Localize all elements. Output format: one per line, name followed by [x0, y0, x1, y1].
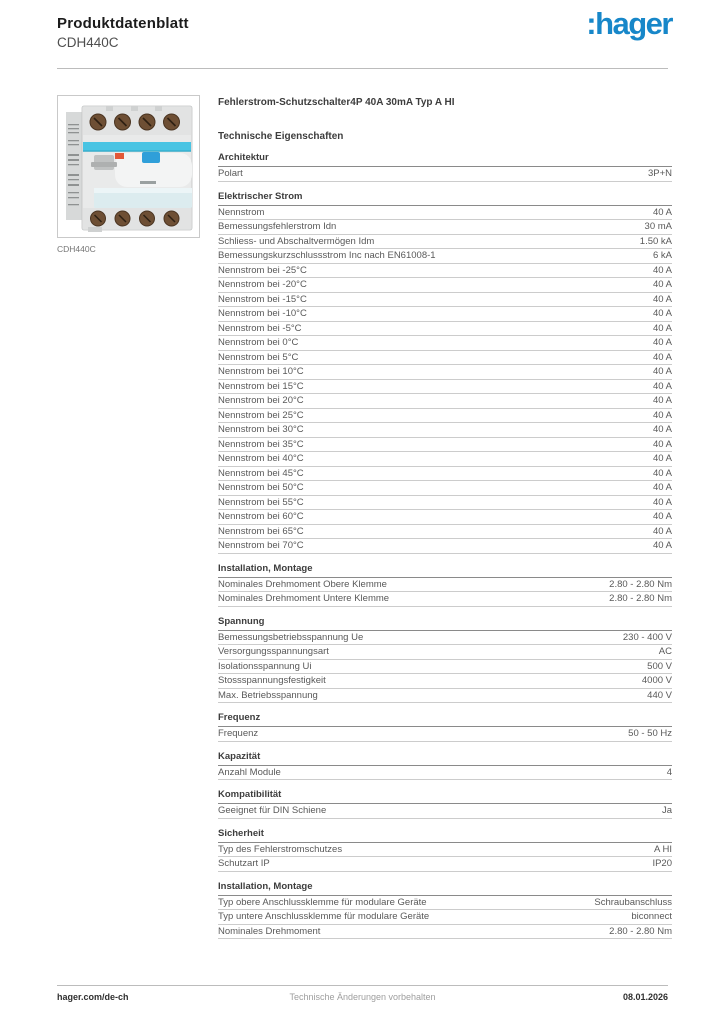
spec-value: biconnect [631, 911, 672, 923]
spec-value: AC [658, 646, 672, 658]
spec-row [218, 727, 672, 742]
spec-row [218, 857, 672, 872]
spec-section-title: Architektur [218, 152, 672, 167]
spec-value: Schraubanschluss [594, 896, 672, 908]
spec-value: IP20 [652, 858, 672, 870]
spec-value: 40 A [652, 351, 672, 363]
spec-content [218, 97, 672, 939]
spec-label: Frequenz [218, 728, 259, 740]
spec-label: Nominales Drehmoment Untere Klemme [218, 593, 390, 605]
spec-row [218, 510, 672, 525]
spec-row [218, 423, 672, 438]
spec-row [218, 578, 672, 593]
spec-label: Nennstrom bei 70°C [218, 540, 304, 552]
spec-value: 40 A [652, 264, 672, 276]
header-divider [57, 68, 668, 69]
spec-value: 40 A [652, 395, 672, 407]
spec-label: Bemessungskurzschlussstrom Inc nach EN61008-1 [218, 250, 436, 262]
spec-label: Nennstrom bei 25°C [218, 409, 304, 421]
spec-section-title: Spannung [218, 616, 672, 631]
spec-value: 40 A [652, 467, 672, 479]
spec-row [218, 896, 672, 911]
spec-sections [218, 152, 672, 939]
spec-section-title: Installation, Montage [218, 881, 672, 896]
spec-row [218, 336, 672, 351]
spec-value: 40 A [652, 525, 672, 537]
spec-section [218, 789, 672, 819]
spec-row [218, 380, 672, 395]
spec-value: Ja [661, 805, 672, 817]
spec-value: 40 A [652, 380, 672, 392]
spec-section [218, 563, 672, 607]
spec-row [218, 206, 672, 221]
spec-value: 40 A [652, 293, 672, 305]
spec-label: Schutzart IP [218, 858, 270, 870]
spec-label: Typ des Fehlerstromschutzes [218, 843, 343, 855]
product-image-caption: CDH440C [57, 244, 96, 254]
spec-row [218, 278, 672, 293]
spec-row [218, 525, 672, 540]
spec-row [218, 674, 672, 689]
spec-section [218, 152, 672, 182]
spec-section-title: Elektrischer Strom [218, 191, 672, 206]
footer-website: hager.com/de-ch [57, 992, 129, 1002]
spec-label: Bemessungsfehlerstrom Idn [218, 221, 337, 233]
spec-value: 2.80 - 2.80 Nm [609, 593, 672, 605]
spec-value: 50 - 50 Hz [628, 728, 672, 740]
spec-row [218, 394, 672, 409]
spec-value: 40 A [652, 279, 672, 291]
spec-row [218, 235, 672, 250]
spec-section [218, 751, 672, 781]
spec-row [218, 631, 672, 646]
footer-notice: Technische Änderungen vorbehalten [289, 992, 436, 1002]
spec-label: Nennstrom bei 45°C [218, 467, 304, 479]
spec-value: 40 A [652, 308, 672, 320]
spec-label: Nennstrom bei -25°C [218, 264, 307, 276]
spec-row [218, 496, 672, 511]
product-image [57, 95, 200, 238]
spec-value: 4000 V [641, 675, 672, 687]
spec-label: Schliess- und Abschaltvermögen Idm [218, 235, 375, 247]
spec-section-title: Sicherheit [218, 828, 672, 843]
spec-section-title: Kompatibilität [218, 789, 672, 804]
spec-value: 440 V [647, 689, 672, 701]
spec-value: 40 A [652, 496, 672, 508]
page-title: Produktdatenblatt [57, 15, 189, 32]
spec-value: 3P+N [647, 168, 672, 180]
spec-label: Bemessungsbetriebsspannung Ue [218, 631, 364, 643]
spec-row [218, 249, 672, 264]
spec-row [218, 452, 672, 467]
spec-label: Nennstrom bei -15°C [218, 293, 307, 305]
spec-label: Nennstrom bei 20°C [218, 395, 304, 407]
spec-row [218, 766, 672, 781]
spec-section [218, 881, 672, 940]
spec-label: Nennstrom bei 5°C [218, 351, 299, 363]
spec-label: Nennstrom bei -20°C [218, 279, 307, 291]
spec-label: Nennstrom bei -5°C [218, 322, 302, 334]
spec-value: 4 [666, 766, 672, 778]
spec-value: 2.80 - 2.80 Nm [609, 925, 672, 937]
spec-row [218, 438, 672, 453]
spec-label: Stossspannungsfestigkeit [218, 675, 326, 687]
spec-row [218, 804, 672, 819]
spec-row [218, 307, 672, 322]
spec-section [218, 712, 672, 742]
spec-value: 40 A [652, 206, 672, 218]
spec-value: 40 A [652, 337, 672, 349]
spec-label: Nennstrom bei 65°C [218, 525, 304, 537]
spec-label: Max. Betriebsspannung [218, 689, 318, 701]
spec-label: Nennstrom bei 30°C [218, 424, 304, 436]
spec-value: 40 A [652, 366, 672, 378]
spec-value: 40 A [652, 482, 672, 494]
rcd-device-illustration [58, 96, 199, 237]
spec-label: Isolationsspannung Ui [218, 660, 312, 672]
spec-label: Typ untere Anschlussklemme für modulare Geräte [218, 911, 430, 923]
spec-value: 1.50 kA [639, 235, 672, 247]
spec-value: 40 A [652, 540, 672, 552]
spec-label: Versorgungsspannungsart [218, 646, 329, 658]
spec-row [218, 481, 672, 496]
spec-value: A HI [654, 843, 672, 855]
spec-value: 40 A [652, 409, 672, 421]
spec-row [218, 409, 672, 424]
spec-section-title: Kapazität [218, 751, 672, 766]
spec-row [218, 365, 672, 380]
spec-label: Typ obere Anschlussklemme für modulare Geräte [218, 896, 427, 908]
spec-label: Polart [218, 168, 243, 180]
spec-row [218, 264, 672, 279]
footer [57, 992, 668, 1006]
spec-row [218, 539, 672, 554]
spec-label: Nennstrom bei 15°C [218, 380, 304, 392]
spec-label: Nennstrom bei 55°C [218, 496, 304, 508]
specs-heading: Technische Eigenschaften [218, 131, 344, 142]
spec-label: Geeignet für DIN Schiene [218, 805, 327, 817]
footer-divider [57, 985, 668, 986]
spec-value: 500 V [647, 660, 672, 672]
spec-label: Nennstrom bei 40°C [218, 453, 304, 465]
spec-label: Nominales Drehmoment Obere Klemme [218, 578, 387, 590]
footer-date: 08.01.2026 [622, 992, 668, 1002]
product-description: Fehlerstrom-Schutzschalter4P 40A 30mA Typ A HI [218, 97, 455, 108]
spec-row [218, 689, 672, 704]
spec-row [218, 645, 672, 660]
spec-row [218, 351, 672, 366]
spec-value: 40 A [652, 511, 672, 523]
spec-label: Nennstrom bei 35°C [218, 438, 304, 450]
spec-row [218, 660, 672, 675]
spec-row [218, 322, 672, 337]
spec-section-title: Installation, Montage [218, 563, 672, 578]
spec-label: Nennstrom [218, 206, 265, 218]
spec-section [218, 828, 672, 872]
spec-label: Nennstrom bei 60°C [218, 511, 304, 523]
spec-label: Nennstrom bei -10°C [218, 308, 307, 320]
spec-label: Nennstrom bei 0°C [218, 337, 299, 349]
spec-row [218, 293, 672, 308]
spec-value: 40 A [652, 424, 672, 436]
spec-row [218, 167, 672, 182]
spec-value: 230 - 400 V [622, 631, 672, 643]
spec-value: 40 A [652, 322, 672, 334]
hager-logo: :hager [586, 6, 672, 41]
spec-value: 6 kA [652, 250, 672, 262]
spec-row [218, 220, 672, 235]
spec-value: 40 A [652, 453, 672, 465]
spec-row [218, 925, 672, 940]
spec-label: Nominales Drehmoment [218, 925, 321, 937]
spec-value: 2.80 - 2.80 Nm [609, 578, 672, 590]
spec-section-title: Frequenz [218, 712, 672, 727]
spec-row [218, 843, 672, 858]
spec-label: Nennstrom bei 10°C [218, 366, 304, 378]
product-code: CDH440C [57, 35, 119, 50]
spec-row [218, 910, 672, 925]
spec-section [218, 191, 672, 554]
spec-value: 30 mA [644, 221, 672, 233]
spec-row [218, 467, 672, 482]
spec-section [218, 616, 672, 704]
spec-label: Anzahl Module [218, 766, 281, 778]
spec-value: 40 A [652, 438, 672, 450]
spec-label: Nennstrom bei 50°C [218, 482, 304, 494]
spec-row [218, 592, 672, 607]
